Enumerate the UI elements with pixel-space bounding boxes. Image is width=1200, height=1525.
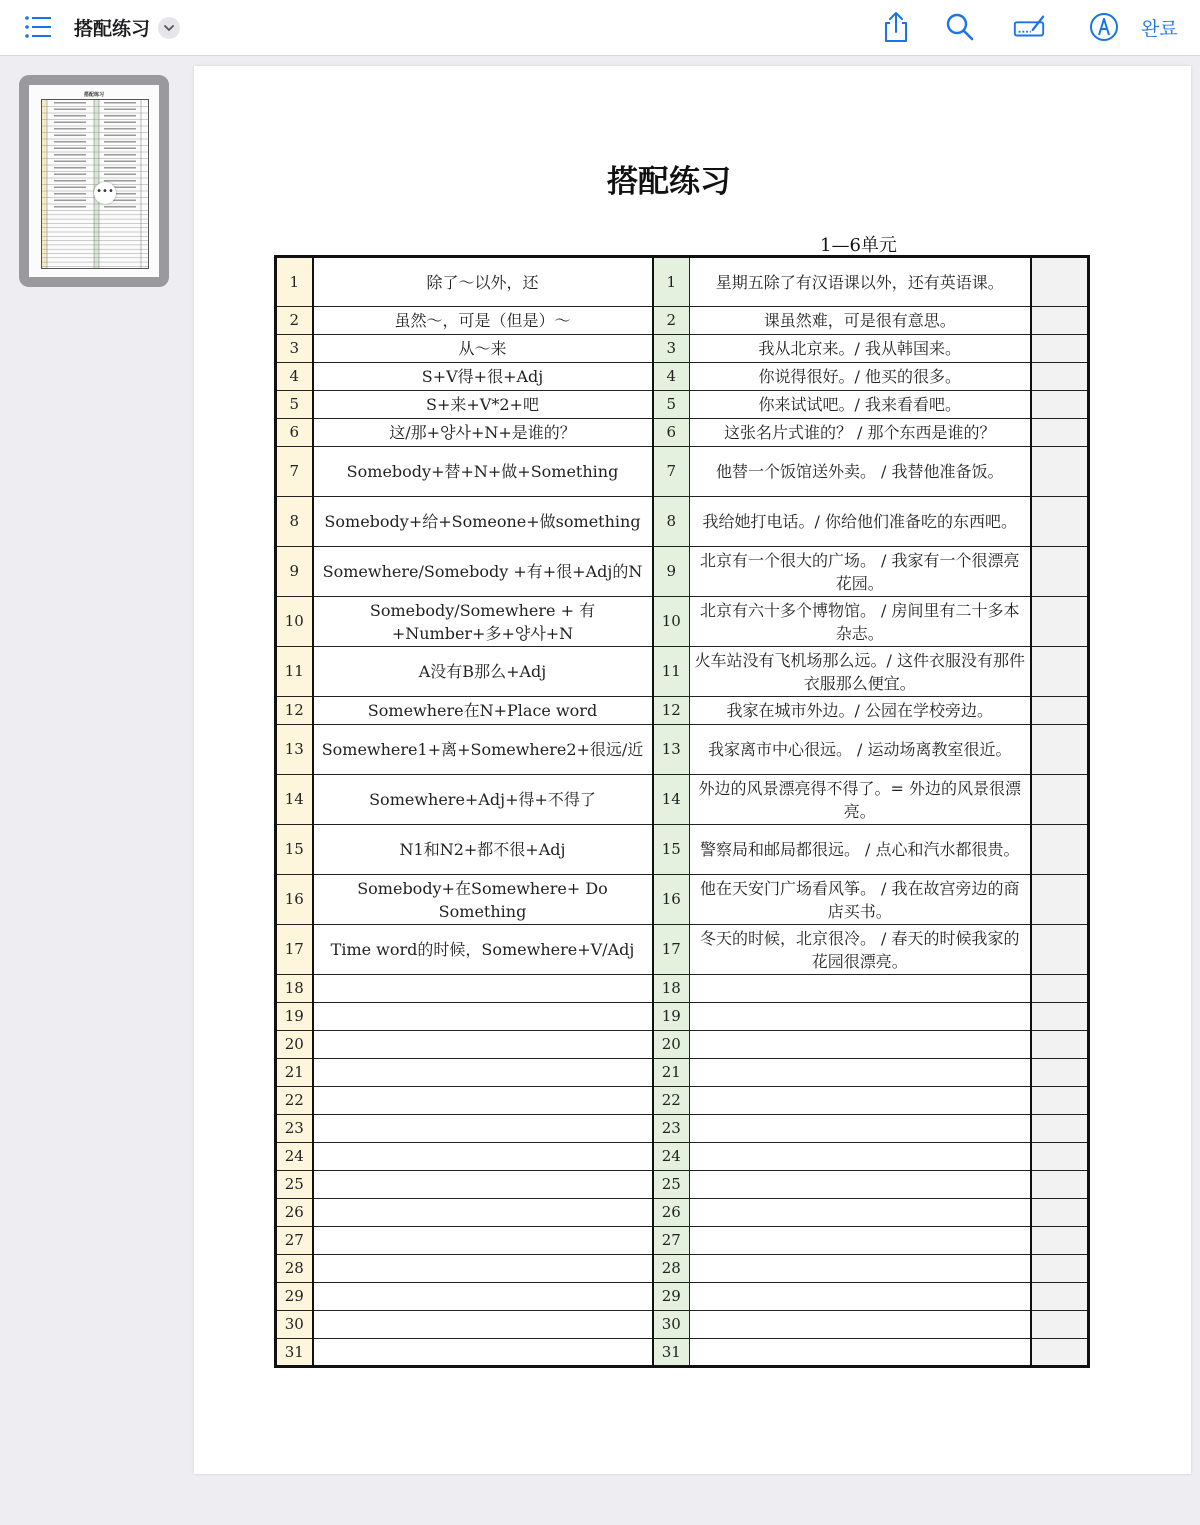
thumbnail-text-line <box>54 135 86 137</box>
extra-cell <box>1031 1031 1089 1059</box>
example-sentence-cell <box>690 1087 1031 1115</box>
example-number: 20 <box>653 1031 690 1059</box>
chevron-down-icon[interactable] <box>158 17 180 39</box>
table-row <box>276 1255 1089 1283</box>
example-number: 11 <box>653 647 690 697</box>
thumbnail-text-line <box>104 154 136 156</box>
table-row <box>276 925 1089 975</box>
example-number: 21 <box>653 1059 690 1087</box>
example-sentence-cell <box>690 1255 1031 1283</box>
grammar-pattern-cell: S+V得+很+Adj <box>313 363 653 391</box>
document-title[interactable]: 搭配练习 <box>74 18 151 40</box>
thumbnail-grid <box>42 100 148 268</box>
example-number: 14 <box>653 775 690 825</box>
thumbnail-text-line <box>54 141 86 143</box>
example-number: 30 <box>653 1311 690 1339</box>
example-sentence-cell <box>690 1115 1031 1143</box>
done-button[interactable]: 완료 <box>1141 18 1178 40</box>
thumbnail-text-line <box>54 187 86 189</box>
extra-cell <box>1031 307 1089 335</box>
row-number: 10 <box>276 597 313 647</box>
row-number: 28 <box>276 1255 313 1283</box>
example-sentence-cell <box>690 1003 1031 1031</box>
grammar-pattern-cell: 从～来 <box>313 335 653 363</box>
example-sentence-cell <box>690 1143 1031 1171</box>
thumbnail-text-line <box>54 200 86 202</box>
example-number: 15 <box>653 825 690 875</box>
row-number: 5 <box>276 391 313 419</box>
example-number: 8 <box>653 497 690 547</box>
grammar-pattern-cell: 虽然～，可是（但是）～ <box>313 307 653 335</box>
extra-cell <box>1031 1227 1089 1255</box>
example-sentence-cell: 他替一个饭馆送外卖。 / 我替他准备饭。 <box>690 447 1031 497</box>
extra-cell <box>1031 547 1089 597</box>
table-row <box>276 647 1089 697</box>
example-sentence-cell: 外边的风景漂亮得不得了。= 外边的风景很漂亮。 <box>690 775 1031 825</box>
thumbnail-text-line <box>104 141 136 143</box>
example-sentence-cell <box>690 1283 1031 1311</box>
table-row <box>276 419 1089 447</box>
grammar-pattern-cell <box>313 1339 653 1367</box>
example-number: 31 <box>653 1339 690 1367</box>
thumbnail-text-line <box>54 148 86 150</box>
extra-cell <box>1031 363 1089 391</box>
example-sentence-cell: 北京有一个很大的广场。 / 我家有一个很漂亮花园。 <box>690 547 1031 597</box>
table-row <box>276 1311 1089 1339</box>
extra-cell <box>1031 725 1089 775</box>
example-sentence-cell: 你来试试吧。/ 我来看看吧。 <box>690 391 1031 419</box>
row-number: 12 <box>276 697 313 725</box>
table-row <box>276 447 1089 497</box>
grammar-pattern-cell <box>313 1003 653 1031</box>
table-row <box>276 1171 1089 1199</box>
example-number: 25 <box>653 1171 690 1199</box>
example-sentence-cell <box>690 1059 1031 1087</box>
extra-cell <box>1031 925 1089 975</box>
example-number: 18 <box>653 975 690 1003</box>
table-row <box>276 597 1089 647</box>
grammar-pattern-cell <box>313 1227 653 1255</box>
example-number: 27 <box>653 1227 690 1255</box>
table-row <box>276 825 1089 875</box>
extra-cell <box>1031 975 1089 1003</box>
table-row <box>276 547 1089 597</box>
example-number: 19 <box>653 1003 690 1031</box>
page-title: 搭配练习 <box>607 164 731 200</box>
grammar-pattern-cell: N1和N2+都不很+Adj <box>313 825 653 875</box>
example-sentence-cell: 我家离市中心很远。 / 运动场离教室很近。 <box>690 725 1031 775</box>
row-number: 25 <box>276 1171 313 1199</box>
table-row <box>276 391 1089 419</box>
row-number: 2 <box>276 307 313 335</box>
example-sentence-cell: 我家在城市外边。/ 公园在学校旁边。 <box>690 697 1031 725</box>
row-number: 30 <box>276 1311 313 1339</box>
table-row <box>276 1143 1089 1171</box>
grammar-pattern-cell: Somebody/Somewhere + 有+Number+多+양사+N <box>313 597 653 647</box>
extra-cell <box>1031 1143 1089 1171</box>
extra-cell <box>1031 257 1089 307</box>
row-number: 4 <box>276 363 313 391</box>
table-row <box>276 307 1089 335</box>
page-thumbnails-sidebar <box>0 57 186 1525</box>
grammar-pattern-cell: Somewhere/Somebody +有+很+Adj的N <box>313 547 653 597</box>
extra-cell <box>1031 335 1089 363</box>
row-number: 27 <box>276 1227 313 1255</box>
example-number: 29 <box>653 1283 690 1311</box>
example-number: 1 <box>653 257 690 307</box>
example-sentence-cell <box>690 1339 1031 1367</box>
grammar-pattern-cell: Somewhere+Adj+得+不得了 <box>313 775 653 825</box>
example-number: 2 <box>653 307 690 335</box>
more-icon[interactable]: ••• <box>94 182 116 204</box>
grammar-pattern-cell: 这/那+양사+N+是谁的？ <box>313 419 653 447</box>
table-row <box>276 697 1089 725</box>
extra-cell <box>1031 775 1089 825</box>
thumbnail-text-line <box>54 102 86 104</box>
extra-cell <box>1031 647 1089 697</box>
thumbnail-text-line <box>104 128 136 130</box>
table-row <box>276 725 1089 775</box>
thumbnail-text-line <box>104 180 136 182</box>
extra-cell <box>1031 1283 1089 1311</box>
example-number: 12 <box>653 697 690 725</box>
example-number: 3 <box>653 335 690 363</box>
extra-cell <box>1031 419 1089 447</box>
example-sentence-cell: 火车站没有飞机场那么远。/ 这件衣服没有那件衣服那么便宜。 <box>690 647 1031 697</box>
search-icon[interactable] <box>943 10 977 44</box>
example-number: 28 <box>653 1255 690 1283</box>
grammar-pattern-cell: A没有B那么+Adj <box>313 647 653 697</box>
row-number: 17 <box>276 925 313 975</box>
example-number: 17 <box>653 925 690 975</box>
thumbnail-text-line <box>104 148 136 150</box>
extra-cell <box>1031 597 1089 647</box>
thumbnail-text-line <box>54 128 86 130</box>
thumbnail-text-line <box>104 135 136 137</box>
grammar-pattern-cell <box>313 1255 653 1283</box>
example-number: 26 <box>653 1199 690 1227</box>
thumbnail-text-line <box>104 206 136 208</box>
list-icon[interactable] <box>24 14 52 40</box>
thumbnail-text-line <box>104 115 136 117</box>
extra-cell <box>1031 1059 1089 1087</box>
table-row <box>276 775 1089 825</box>
example-number: 10 <box>653 597 690 647</box>
table-row <box>276 257 1089 307</box>
thumbnail-text-line <box>54 180 86 182</box>
grammar-pattern-cell <box>313 1115 653 1143</box>
extra-cell <box>1031 391 1089 419</box>
grammar-pattern-cell: S+来+V*2+吧 <box>313 391 653 419</box>
markup-icon[interactable] <box>1012 10 1046 44</box>
table-row <box>276 975 1089 1003</box>
grammar-pattern-cell <box>313 1311 653 1339</box>
pen-icon[interactable] <box>1087 10 1121 44</box>
thumbnail-text-line <box>54 122 86 124</box>
example-number: 16 <box>653 875 690 925</box>
example-sentence-cell: 他在天安门广场看风筝。 / 我在故宫旁边的商店买书。 <box>690 875 1031 925</box>
example-number: 13 <box>653 725 690 775</box>
thumbnail-page <box>29 85 159 277</box>
example-sentence-cell: 课虽然难，可是很有意思。 <box>690 307 1031 335</box>
extra-cell <box>1031 1171 1089 1199</box>
thumbnail-text-line <box>104 167 136 169</box>
thumbnail-text-line <box>54 174 86 176</box>
table-row <box>276 1283 1089 1311</box>
extra-cell <box>1031 1339 1089 1367</box>
thumbnail-text-line <box>54 109 86 111</box>
grammar-pattern-cell: Somebody+给+Someone+做something <box>313 497 653 547</box>
grammar-pattern-cell: Somewhere1+离+Somewhere2+很远/近 <box>313 725 653 775</box>
example-sentence-cell: 冬天的时候，北京很冷。 / 春天的时候我家的花园很漂亮。 <box>690 925 1031 975</box>
page-thumbnail[interactable] <box>19 75 169 287</box>
thumbnail-text-line <box>54 167 86 169</box>
row-number: 21 <box>276 1059 313 1087</box>
thumbnail-title: 搭配练习 <box>83 92 104 98</box>
row-number: 29 <box>276 1283 313 1311</box>
grammar-pattern-cell <box>313 1283 653 1311</box>
thumbnail-text-line <box>54 206 86 208</box>
grammar-pattern-cell <box>313 1087 653 1115</box>
row-number: 9 <box>276 547 313 597</box>
document-page <box>194 66 1191 1474</box>
top-toolbar <box>0 0 1200 56</box>
example-sentence-cell <box>690 1199 1031 1227</box>
example-sentence-cell: 星期五除了有汉语课以外，还有英语课。 <box>690 257 1031 307</box>
table-row <box>276 1115 1089 1143</box>
grammar-pattern-cell <box>313 1059 653 1087</box>
thumbnail-text-line <box>104 174 136 176</box>
row-number: 13 <box>276 725 313 775</box>
thumbnail-text-line <box>54 161 86 163</box>
table-row <box>276 363 1089 391</box>
example-sentence-cell <box>690 975 1031 1003</box>
table-row <box>276 1031 1089 1059</box>
example-sentence-cell: 北京有六十多个博物馆。 / 房间里有二十多本杂志。 <box>690 597 1031 647</box>
grammar-pattern-cell: 除了～以外，还 <box>313 257 653 307</box>
extra-cell <box>1031 875 1089 925</box>
example-sentence-cell: 我给她打电话。/ 你给他们准备吃的东西吧。 <box>690 497 1031 547</box>
example-sentence-cell <box>690 1171 1031 1199</box>
row-number: 24 <box>276 1143 313 1171</box>
extra-cell <box>1031 1003 1089 1031</box>
thumbnail-table <box>41 99 149 269</box>
grammar-pattern-cell <box>313 1171 653 1199</box>
table-row <box>276 1003 1089 1031</box>
example-sentence-cell: 这张名片式谁的？ / 那个东西是谁的？ <box>690 419 1031 447</box>
extra-cell <box>1031 825 1089 875</box>
extra-cell <box>1031 697 1089 725</box>
thumbnail-text-line <box>104 109 136 111</box>
example-sentence-cell: 我从北京来。/ 我从韩国来。 <box>690 335 1031 363</box>
grammar-pattern-cell: Somewhere在N+Place word <box>313 697 653 725</box>
grammar-pattern-cell: Time word的时候，Somewhere+V/Adj <box>313 925 653 975</box>
extra-cell <box>1031 1311 1089 1339</box>
row-number: 14 <box>276 775 313 825</box>
row-number: 26 <box>276 1199 313 1227</box>
extra-cell <box>1031 1199 1089 1227</box>
table-row <box>276 497 1089 547</box>
thumbnail-text-line <box>104 122 136 124</box>
example-number: 6 <box>653 419 690 447</box>
share-icon[interactable] <box>879 10 913 44</box>
table-row <box>276 1227 1089 1255</box>
row-number: 23 <box>276 1115 313 1143</box>
row-number: 7 <box>276 447 313 497</box>
example-number: 24 <box>653 1143 690 1171</box>
table-row <box>276 1059 1089 1087</box>
row-number: 8 <box>276 497 313 547</box>
table-row <box>276 1199 1089 1227</box>
example-number: 7 <box>653 447 690 497</box>
table-row <box>276 1087 1089 1115</box>
grammar-pattern-cell <box>313 1143 653 1171</box>
row-number: 11 <box>276 647 313 697</box>
row-number: 22 <box>276 1087 313 1115</box>
grammar-pattern-cell <box>313 975 653 1003</box>
row-number: 15 <box>276 825 313 875</box>
row-number: 6 <box>276 419 313 447</box>
unit-label: 1—6单元 <box>820 235 897 256</box>
row-number: 3 <box>276 335 313 363</box>
extra-cell <box>1031 497 1089 547</box>
example-sentence-cell <box>690 1227 1031 1255</box>
example-number: 23 <box>653 1115 690 1143</box>
example-number: 9 <box>653 547 690 597</box>
thumbnail-text-line <box>104 161 136 163</box>
thumbnail-text-line <box>54 154 86 156</box>
example-number: 4 <box>653 363 690 391</box>
thumbnail-text-line <box>104 102 136 104</box>
row-number: 16 <box>276 875 313 925</box>
row-number: 18 <box>276 975 313 1003</box>
example-sentence-cell: 警察局和邮局都很远。 / 点心和汽水都很贵。 <box>690 825 1031 875</box>
example-number: 22 <box>653 1087 690 1115</box>
row-number: 31 <box>276 1339 313 1367</box>
grammar-pattern-cell: Somebody+在Somewhere+ Do Something <box>313 875 653 925</box>
row-number: 20 <box>276 1031 313 1059</box>
example-sentence-cell: 你说得很好。/ 他买的很多。 <box>690 363 1031 391</box>
table-row <box>276 875 1089 925</box>
thumbnail-text-line <box>54 193 86 195</box>
grammar-pattern-cell: Somebody+替+N+做+Something <box>313 447 653 497</box>
table-row <box>276 1339 1089 1367</box>
thumbnail-text-line <box>54 115 86 117</box>
extra-cell <box>1031 1087 1089 1115</box>
example-sentence-cell <box>690 1031 1031 1059</box>
extra-cell <box>1031 1115 1089 1143</box>
table-row <box>276 335 1089 363</box>
row-number: 1 <box>276 257 313 307</box>
practice-table <box>274 255 1090 1368</box>
example-sentence-cell <box>690 1311 1031 1339</box>
extra-cell <box>1031 447 1089 497</box>
grammar-pattern-cell <box>313 1199 653 1227</box>
extra-cell <box>1031 1255 1089 1283</box>
row-number: 19 <box>276 1003 313 1031</box>
grammar-pattern-cell <box>313 1031 653 1059</box>
example-number: 5 <box>653 391 690 419</box>
